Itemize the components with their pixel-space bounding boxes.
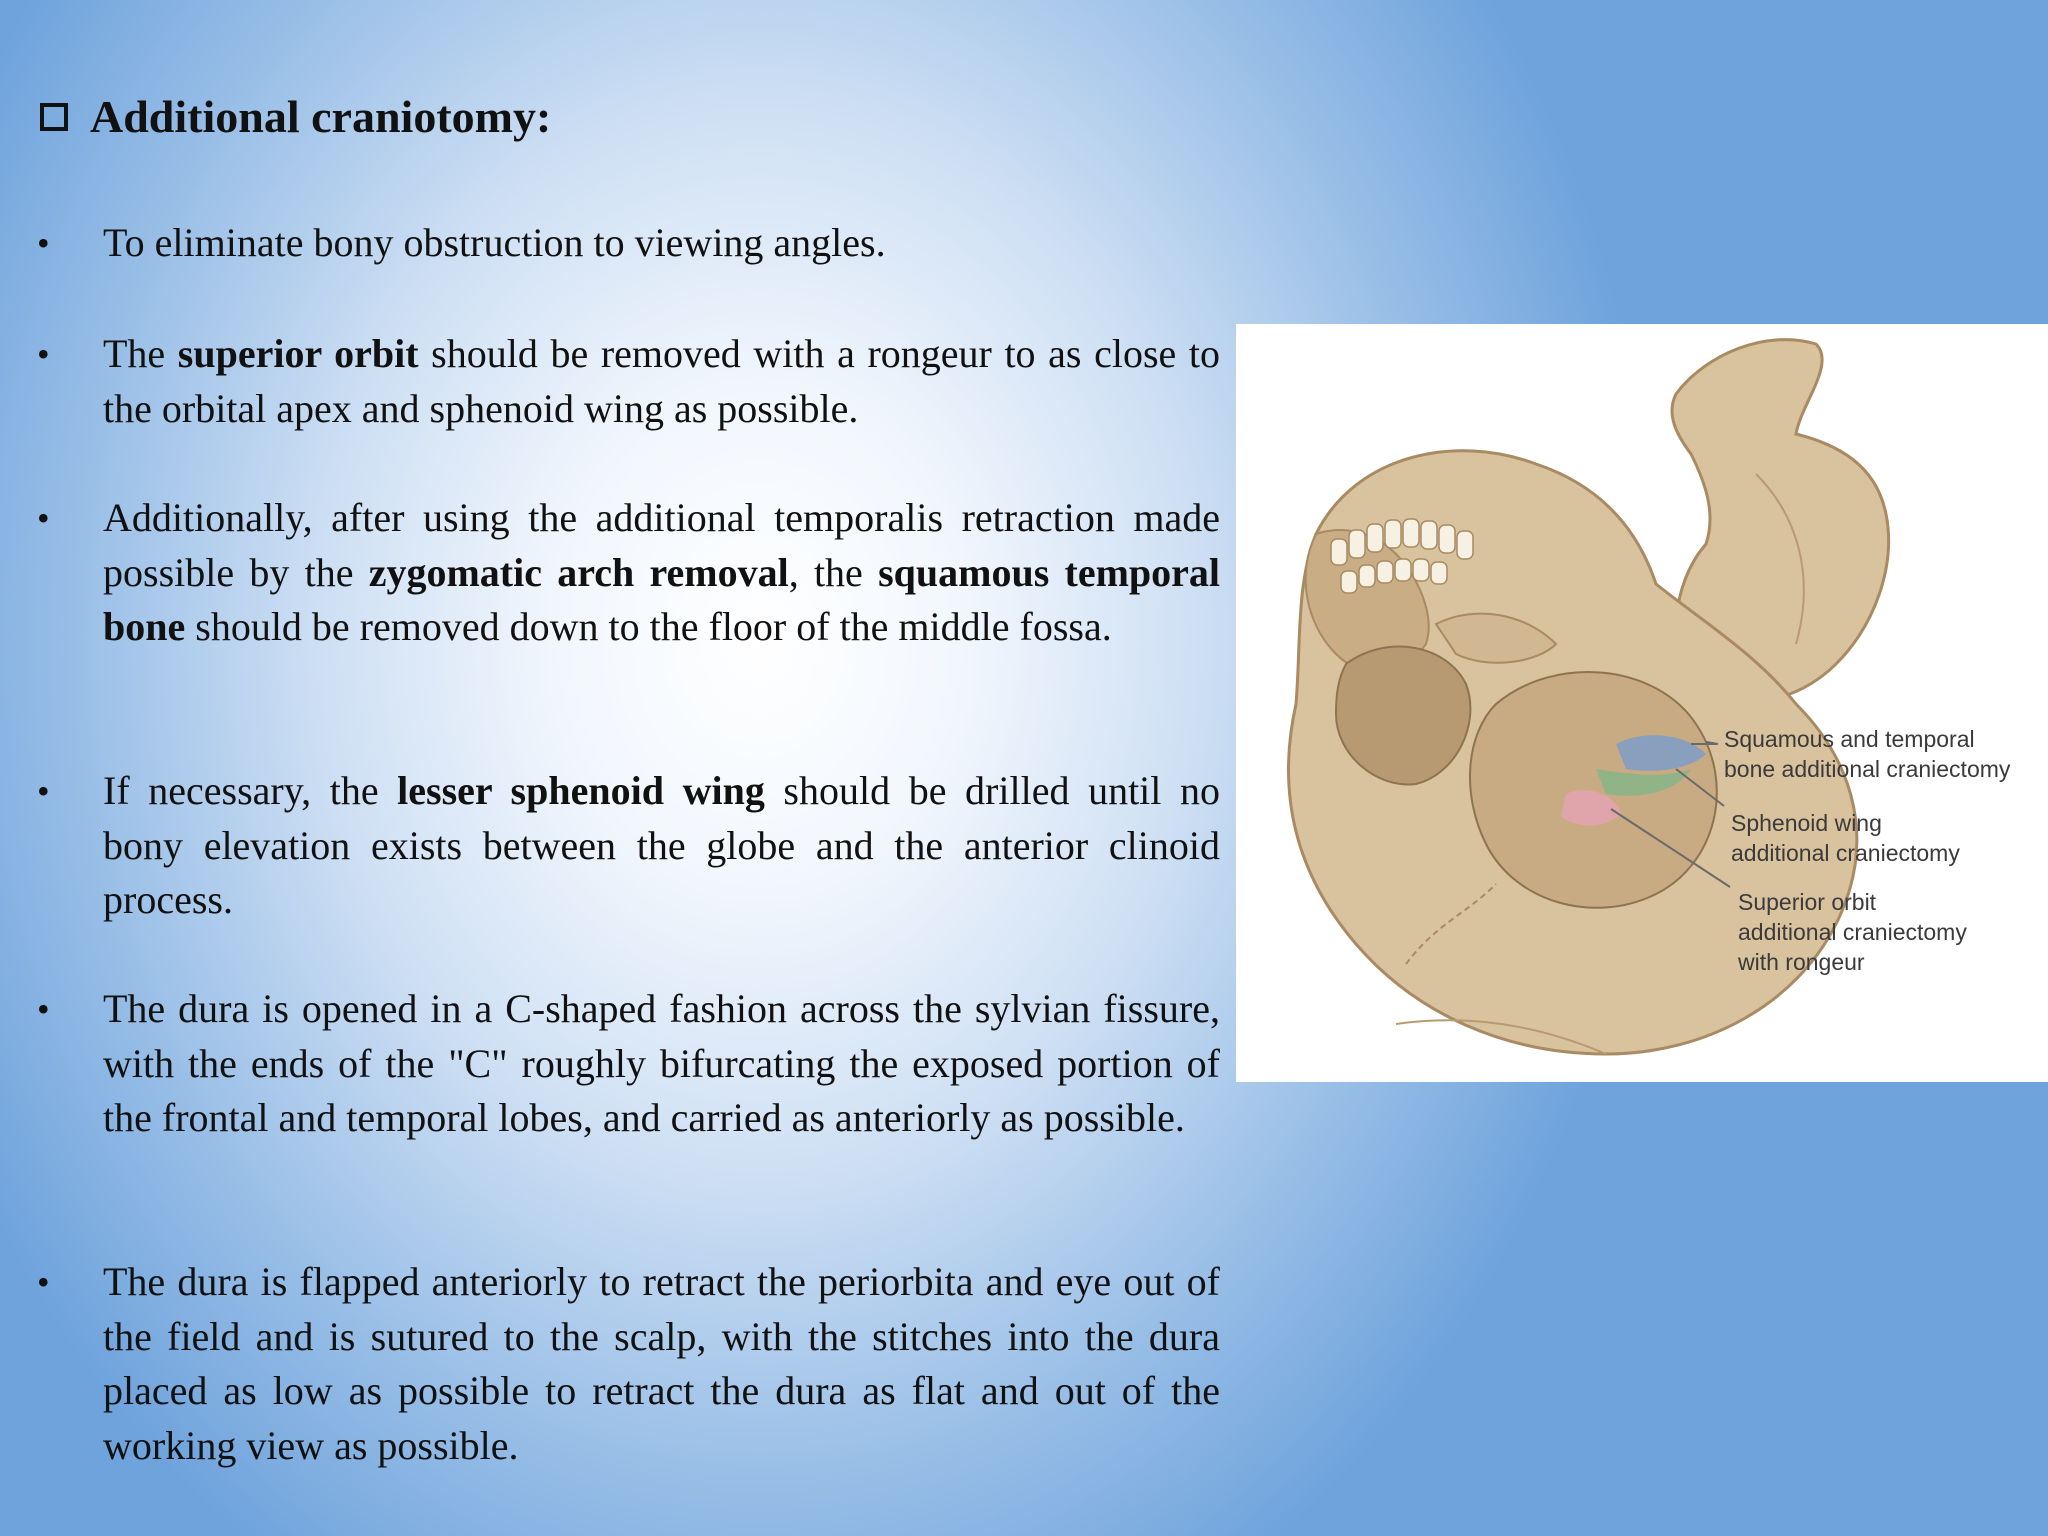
label-superior-orbit: Superior orbit additional craniectomy with rongeur (1738, 889, 1967, 975)
bold-term-lesser-sphenoid-wing: lesser sphenoid wing (397, 768, 765, 813)
bold-term-zygomatic-arch-removal: zygomatic arch removal (368, 549, 789, 595)
bullet-item (103, 327, 1220, 436)
bullet-text: , the (788, 549, 879, 595)
bullet-text: should be drilled until no bony elevation exists between the globe and the anterior clinoid process. (103, 768, 1221, 922)
bullet-text: If necessary, the (103, 768, 398, 813)
bullet-item (103, 764, 1220, 928)
bullet-item (103, 1255, 1220, 1473)
bullet-item (103, 491, 1220, 655)
craniotomy-window (1470, 672, 1717, 908)
bullet-item (103, 982, 1220, 1146)
bullet-text: The dura is flapped anteriorly to retract the periorbita and eye out of the field and is sutured to the scalp, with the stitches into the dura placed as low as possible to retract the dura as flat and out of the working view as possible. (103, 1259, 1220, 1468)
bullet-text: To eliminate bony obstruction to viewing angles. (103, 220, 886, 265)
bold-term-squamous-temporal-bone: squamous temporal bone (103, 549, 1221, 649)
slide-heading (40, 91, 552, 142)
heading-text: Additional craniotomy: (90, 91, 552, 142)
skull-craniectomy-figure (1236, 324, 2048, 1082)
bullet-text: The dura is opened in a C-shaped fashion across the sylvian fissure, with the ends of the "C" roughly bifurcating the exposed portion of the frontal and temporal lobes, and carried as anteriorly as possible. (103, 986, 1220, 1140)
label-sphenoid-wing: Sphenoid wing additional craniectomy (1731, 810, 1960, 866)
bullet-text: Additionally, after using the additional temporalis retraction made possible by the (103, 495, 1220, 595)
bold-term-superior-orbit: superior orbit (177, 331, 419, 376)
bullet-text: The (103, 331, 178, 376)
label-squamous-temporal: Squamous and temporal bone additional craniectomy (1724, 726, 2011, 782)
bullet-text: should be removed down to the floor of the middle fossa. (185, 604, 1112, 649)
checkbox-bullet-icon (40, 103, 68, 131)
bullet-text: should be removed with a rongeur to as close to the orbital apex and sphenoid wing as possible. (103, 331, 1221, 431)
bullet-item (103, 216, 1220, 271)
